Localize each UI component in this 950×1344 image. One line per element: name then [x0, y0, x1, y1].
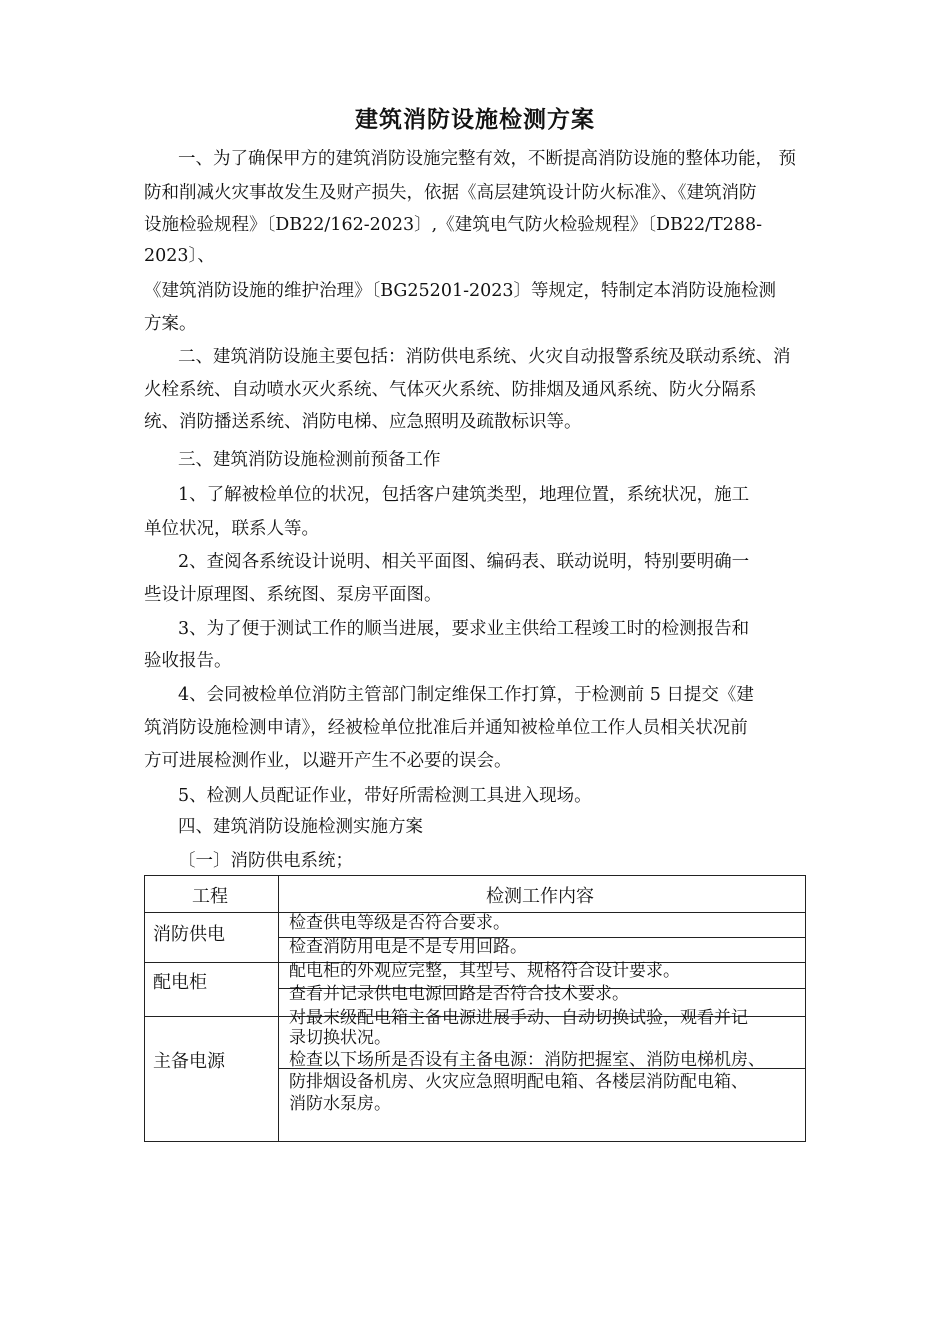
paragraph-line: 2、查阅各系统设计说明、相关平面图、编码表、联动说明，特别要明确一: [178, 552, 750, 572]
paragraph-line: 〔一〕消防供电系统；: [178, 851, 353, 871]
paragraph-line: 些设计原理图、系统图、泵房平面图。: [144, 585, 442, 605]
paragraph-line: 统、消防播送系统、消防电梯、应急照明及疏散标识等。: [144, 412, 582, 432]
table-group-divider: [144, 1016, 278, 1017]
paragraph-line: 筑消防设施检测申请》，经被检单位批准后并通知被检单位工作人员相关状况前: [144, 718, 748, 738]
paragraph-line: 四、建筑消防设施检测实施方案: [178, 817, 423, 837]
paragraph-line: 三、建筑消防设施检测前预备工作: [178, 450, 441, 470]
paragraph-line: 防和削减火灾事故发生及财产损失，依据《高层建筑设计防火标准》、《建筑消防: [144, 183, 757, 203]
table-item-label: 配电柜: [153, 972, 207, 993]
table-cell: 防排烟设备机房、火灾应急照明配电箱、各楼层消防配电箱、: [289, 1072, 748, 1092]
table-cell: 检查以下场所是否设有主备电源：消防把握室、消防电梯机房、: [289, 1050, 765, 1070]
paragraph-line: 方案。: [144, 314, 197, 334]
paragraph-line: 《建筑消防设施的维护治理》〔BG25201-2023〕等规定，特制定本消防设施检测: [144, 281, 777, 301]
paragraph-line: 5、检测人员配证作业，带好所需检测工具进入现场。: [178, 786, 592, 806]
paragraph-line: 3、为了便于测试工作的顺当进展，要求业主供给工程竣工时的检测报告和: [178, 619, 750, 639]
table-cell: 消防水泵房。: [289, 1094, 391, 1114]
table-item-label: 消防供电: [153, 924, 225, 945]
paragraph-line: 设施检验规程》〔DB22/162-2023〕,《建筑电气防火检验规程》〔DB22/T288-: [144, 215, 763, 235]
table-cell: 查看并记录供电电源回路是否符合技术要求。: [289, 984, 629, 1004]
paragraph-line: 4、会同被检单位消防主管部门制定维保工作打算，于检测前 5 日提交《建: [178, 685, 754, 705]
paragraph-line: 验收报告。: [144, 651, 232, 671]
table-cell: 检查供电等级是否符合要求。: [289, 913, 510, 933]
page-title: 建筑消防设施检测方案: [355, 106, 595, 133]
table-cell: 对最末级配电箱主备电源进展手动、自动切换试验，观看并记: [289, 1008, 748, 1028]
paragraph-line: 方可进展检测作业，以避开产生不必要的误会。: [144, 751, 512, 771]
table-cell: 录切换状况。: [289, 1028, 391, 1048]
paragraph-line: 2023〕、: [144, 246, 215, 266]
table-header-content: 检测工作内容: [486, 886, 594, 907]
table-group-divider: [144, 962, 278, 963]
table-column-divider: [278, 875, 279, 1142]
paragraph-line: 单位状况，联系人等。: [144, 519, 319, 539]
table-header-item: 工程: [192, 886, 228, 907]
paragraph-line: 一、为了确保甲方的建筑消防设施完整有效，不断提高消防设施的整体功能， 预: [178, 149, 797, 169]
table-cell: 检查消防用电是不是专用回路。: [289, 937, 527, 957]
paragraph-line: 火栓系统、自动喷水灭火系统、气体灭火系统、防排烟及通风系统、防火分隔系: [144, 380, 757, 400]
table-cell: 配电柜的外观应完整，其型号、规格符合设计要求。: [289, 961, 680, 981]
table-item-label: 主备电源: [153, 1051, 225, 1072]
paragraph-line: 1、了解被检单位的状况，包括客户建筑类型，地理位置，系统状况，施工: [178, 485, 750, 505]
paragraph-line: 二、建筑消防设施主要包括：消防供电系统、火灾自动报警系统及联动系统、消: [178, 347, 791, 367]
